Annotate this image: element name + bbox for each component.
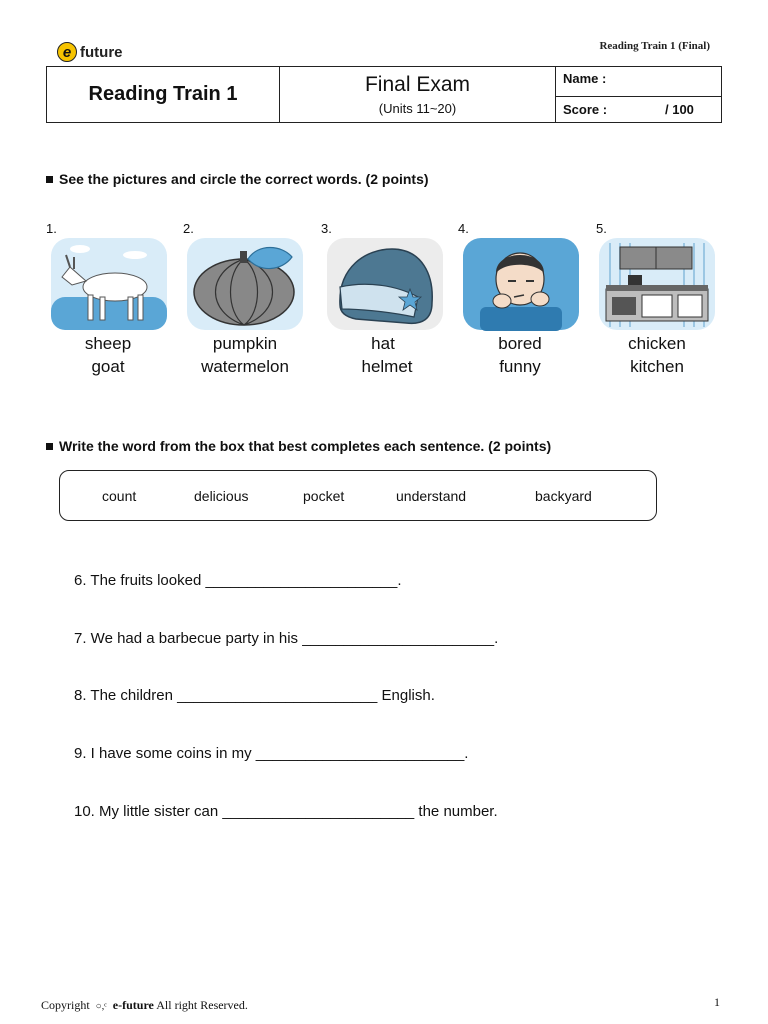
pumpkin-picture [186, 237, 304, 331]
word-bank-box [59, 470, 657, 521]
word-bank-item: pocket [303, 488, 345, 504]
section2-instruction [46, 438, 551, 454]
word-bank-item: delicious [194, 488, 249, 504]
score-row [556, 97, 721, 122]
question-sentence[interactable]: 7. We had a barbecue party in his _______________________. [74, 630, 499, 647]
section1-instruction [46, 171, 429, 187]
choice-word[interactable]: sheep [84, 334, 132, 353]
logo-mark: e [57, 42, 77, 62]
copyright-brand: e-future [112, 998, 154, 1012]
score-label: Score : [563, 102, 608, 117]
helmet-picture [326, 237, 444, 331]
choice-word[interactable]: hat [371, 334, 395, 353]
choice-word[interactable]: helmet [361, 357, 413, 376]
goat-picture [50, 237, 168, 331]
choice-word[interactable]: watermelon [201, 357, 289, 376]
copyright-rights: All right Reserved. [156, 998, 248, 1012]
item-number: 3. [321, 221, 332, 236]
item-number: 4. [458, 221, 469, 236]
name-row [556, 67, 721, 97]
book-title: Reading Train 1 [47, 67, 280, 122]
exam-title: Final Exam [364, 73, 471, 96]
square-bullet-icon [46, 176, 53, 183]
item-number: 2. [183, 221, 194, 236]
exam-units: (Units 11~20) [378, 101, 457, 116]
item-number: 5. [596, 221, 607, 236]
item-number: 1. [46, 221, 57, 236]
word-bank-item: understand [396, 488, 467, 504]
choice-word[interactable]: pumpkin [212, 334, 278, 353]
copyright-label: Copyright [41, 998, 90, 1012]
section2-text: Write the word from the box that best completes each sentence. (2 points) [59, 438, 552, 454]
kitchen-picture [598, 237, 716, 331]
choice-word[interactable]: chicken [628, 334, 686, 353]
choice-word[interactable]: funny [499, 357, 541, 376]
question-sentence[interactable]: 10. My little sister can _______________________ the number. [74, 803, 498, 820]
e-future-logo [57, 40, 123, 64]
choice-word[interactable]: kitchen [630, 357, 684, 376]
copyright-footer [41, 998, 248, 1013]
page-number: 1 [714, 995, 720, 1009]
copyright-symbol: ○,ᶜ [95, 1001, 107, 1012]
question-sentence[interactable]: 9. I have some coins in my _________________________. [74, 745, 469, 762]
section1-text: See the pictures and circle the correct words. (2 points) [59, 171, 429, 187]
exam-header-table [46, 66, 722, 123]
choice-word[interactable]: goat [91, 357, 125, 376]
logo-text: future [80, 43, 123, 61]
running-header: Reading Train 1 (Final) [599, 40, 710, 52]
square-bullet-icon [46, 443, 53, 450]
word-bank-item: backyard [535, 488, 592, 504]
student-info-cell [556, 67, 721, 122]
score-total: / 100 [665, 102, 694, 117]
word-bank-item: count [102, 488, 137, 504]
choice-word[interactable]: bored [498, 334, 542, 353]
bored-boy-picture [462, 237, 580, 331]
exam-title-cell [280, 67, 556, 122]
name-label: Name : [563, 71, 607, 86]
question-sentence[interactable]: 6. The fruits looked _______________________. [74, 572, 402, 589]
question-sentence[interactable]: 8. The children ________________________ English. [74, 687, 435, 704]
